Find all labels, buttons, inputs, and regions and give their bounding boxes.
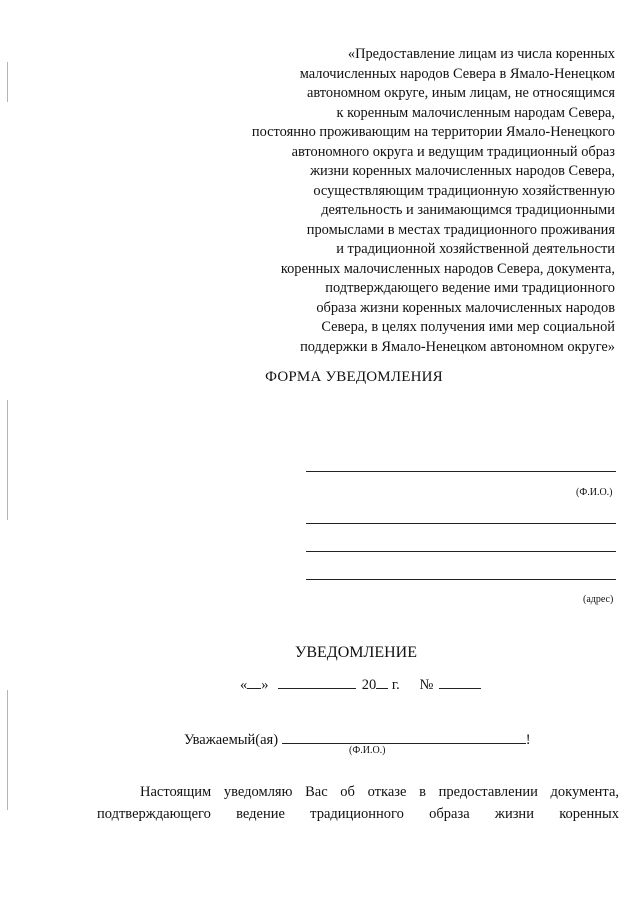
recipient-address-caption: (адрес) — [583, 594, 614, 605]
body-line: подтверждающего ведение традиционного образа жизни коренных — [97, 805, 619, 822]
recipient-address-line-2[interactable] — [306, 551, 616, 552]
salutation-fio-blank[interactable] — [282, 730, 526, 744]
scan-margin-line-top — [7, 62, 8, 102]
year-suffix: г. — [391, 677, 400, 693]
body-line: Настоящим уведомляю Вас об отказе в предоставлении документа, — [140, 784, 619, 800]
header-line: деятельность и занимающимся традиционными — [321, 202, 615, 218]
scan-margin-line-middle — [7, 400, 8, 520]
year-blank[interactable] — [376, 675, 388, 689]
salutation-label: Уважаемый(ая) — [184, 732, 279, 748]
header-line: «Предоставление лицам из числа коренных — [347, 46, 615, 62]
header-line: Севера, в целях получения ими мер социальной — [321, 319, 615, 335]
header-line: автономном округе, иным лицам, не относящимся — [306, 85, 615, 101]
header-line: к коренным малочисленным народам Севера, — [336, 104, 615, 121]
recipient-fio-caption: (Ф.И.О.) — [576, 487, 613, 498]
header-line: поддержки в Ямало-Ненецком автономном округе» — [300, 338, 615, 355]
salutation-exclamation: ! — [525, 732, 531, 748]
header-line: жизни коренных малочисленных народов Севера, — [310, 163, 615, 179]
salutation-fio-caption: (Ф.И.О.) — [349, 745, 386, 756]
regulation-header — [195, 45, 615, 357]
scan-margin-line-lower — [7, 690, 8, 810]
recipient-fio-line[interactable] — [306, 471, 616, 472]
form-title: ФОРМА УВЕДОМЛЕНИЯ — [265, 369, 443, 385]
header-line: постоянно проживающим на территории Ямало-Ненецкого — [251, 124, 615, 140]
header-line: образа жизни коренных малочисленных народов — [316, 299, 615, 316]
notice-date-row — [240, 675, 481, 694]
recipient-address-line-3[interactable] — [306, 579, 616, 580]
header-line: малочисленных народов Севера в Ямало-Ненецком — [299, 65, 615, 82]
recipient-address-line-1[interactable] — [306, 523, 616, 524]
header-line: осуществляющим традиционную хозяйственную — [313, 182, 615, 199]
header-line: автономного округа и ведущим традиционный образ — [291, 143, 615, 160]
number-sign: № — [419, 677, 434, 693]
header-line: подтверждающего ведение ими традиционного — [325, 280, 615, 296]
header-line: коренных малочисленных народов Севера, документа, — [280, 260, 615, 277]
day-blank[interactable] — [247, 675, 261, 689]
notice-title: УВЕДОМЛЕНИЕ — [295, 644, 417, 661]
date-open-quote: « — [240, 677, 248, 693]
number-blank[interactable] — [439, 675, 481, 689]
date-close-quote: » — [261, 677, 269, 693]
header-line: промыслами в местах традиционного проживания — [306, 221, 615, 238]
header-line: и традиционной хозяйственной деятельности — [336, 241, 615, 257]
month-blank[interactable] — [278, 675, 356, 689]
year-prefix: 20 — [361, 677, 377, 693]
notice-body — [97, 782, 619, 825]
